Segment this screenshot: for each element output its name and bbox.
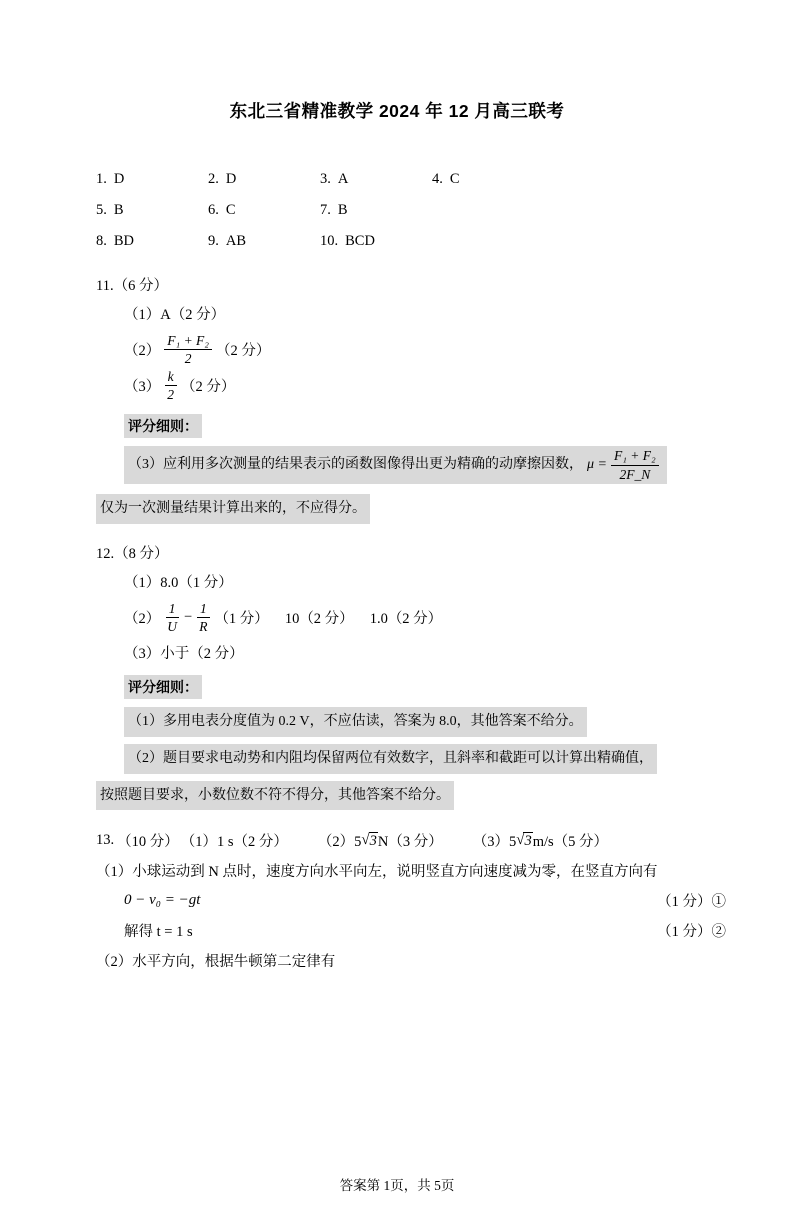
question-number: 6. <box>208 202 219 218</box>
objective-item <box>320 233 432 250</box>
question-number: 8. <box>96 233 107 249</box>
answer-value: BD <box>113 233 135 249</box>
question-12-part-1 <box>124 571 698 592</box>
objective-row <box>96 233 698 250</box>
objective-item <box>208 171 320 188</box>
question-12-header: 12.（8 分） <box>96 545 169 562</box>
answer-part-3-prefix: （3）5 <box>472 834 517 851</box>
sqrt-radicand: 3 <box>369 832 377 849</box>
fraction-denominator: 2 <box>184 351 192 367</box>
question-13-equation-1-row <box>124 890 726 911</box>
question-11-header: 11.（6 分） <box>96 278 168 294</box>
page-footer: 答案第 1页，共 5页 <box>339 1178 455 1193</box>
answer-part-2-suffix: N（3 分） <box>377 834 443 851</box>
equation-1-score: （1 分）① <box>657 894 726 911</box>
answer-value: AB <box>225 233 247 249</box>
solution-text: （2）水平方向，根据牛顿第二定律有 <box>96 954 336 971</box>
question-number: 9. <box>208 233 219 249</box>
question-number: 13. <box>96 832 115 849</box>
objective-item <box>432 171 544 188</box>
answer-value: A <box>337 171 349 187</box>
question-11-rubric-title-row <box>124 414 698 438</box>
mu-symbol: μ = <box>587 457 607 473</box>
equation-2-score: （1 分）② <box>657 924 726 941</box>
part-2-suffix: （2 分） <box>216 343 271 360</box>
fraction-denominator: 2F_N <box>619 466 651 482</box>
rubric-text-part: （3）应利用多次测量的结果表示的函数图像得出更为精确的动摩擦因数， <box>128 457 583 473</box>
fraction-denominator: R <box>199 618 208 634</box>
question-13-solution-line-2 <box>96 950 698 971</box>
question-12 <box>96 542 698 811</box>
answer-value: C <box>225 202 236 218</box>
minus-sign: − <box>184 608 193 625</box>
answer-part-2-prefix: （2）5 <box>317 834 362 851</box>
answer-part-3-suffix: m/s（5 分） <box>532 834 609 851</box>
question-11-rubric-line-2 <box>96 494 698 524</box>
formula-one-over-u <box>164 601 180 634</box>
question-13-solution-line-1 <box>96 860 698 881</box>
question-12-rubric-line-1 <box>124 707 698 737</box>
fraction-numerator: 1 <box>166 601 179 618</box>
question-number: 7. <box>320 202 331 218</box>
formula-f1-plus-f2-over-2 <box>164 333 212 366</box>
objective-item <box>320 171 432 188</box>
answer-value: B <box>337 202 348 218</box>
sqrt-radicand: 3 <box>524 832 532 849</box>
question-12-part-2 <box>124 601 698 634</box>
question-13-equation-2-row <box>124 920 726 941</box>
sqrt-icon: √ <box>361 832 370 849</box>
equation-1: 0 − v₀ = −gt <box>124 892 201 909</box>
rubric-text: （2）题目要求电动势和内阻均保留两位有效数字，且斜率和截距可以计算出精确值， <box>124 744 657 774</box>
fraction-numerator: F₁ + F₂ <box>164 333 212 350</box>
part-3-text: （3）小于（2 分） <box>124 645 244 662</box>
part-1-text: （1）8.0（1 分） <box>124 574 233 591</box>
question-score: （10 分） <box>117 834 179 851</box>
fraction-numerator: 1 <box>197 601 210 618</box>
objective-item <box>96 171 208 188</box>
question-11-rubric-line-1 <box>124 446 698 483</box>
question-13-header <box>96 830 698 851</box>
answer-value: D <box>225 171 237 187</box>
answer-value: D <box>113 171 125 187</box>
fraction-denominator: U <box>167 618 177 634</box>
fraction-numerator: F₁ + F₂ <box>611 448 659 465</box>
question-number: 5. <box>96 202 107 218</box>
part-2-score-1: （1 分） <box>214 610 269 627</box>
objective-row <box>96 171 698 188</box>
answer-value: BCD <box>345 233 375 249</box>
objective-answers <box>96 171 698 250</box>
part-1-text: （1）A（2 分） <box>124 307 226 323</box>
formula-k-over-2 <box>164 369 177 402</box>
rubric-text <box>124 446 667 483</box>
objective-item <box>96 233 208 250</box>
rubric-title: 评分细则： <box>124 414 202 438</box>
objective-item <box>208 233 320 250</box>
equation-2: 解得 t = 1 s <box>124 924 193 941</box>
question-12-rubric-title-row <box>124 675 698 699</box>
objective-row <box>96 202 698 219</box>
answer-part-1: （1）1 s（2 分） <box>180 834 288 851</box>
question-number: 3. <box>320 171 331 187</box>
question-11-part-3 <box>124 369 698 402</box>
fraction-denominator: 2 <box>167 387 174 403</box>
formula-mu-fraction <box>611 448 659 481</box>
answer-value: C <box>449 171 460 187</box>
question-12-part-3 <box>124 642 698 663</box>
question-11-part-1 <box>124 303 698 324</box>
answer-sheet-page <box>0 98 794 1221</box>
rubric-text: 仅为一次测量结果计算出来的，不应得分。 <box>96 494 370 524</box>
part-3-prefix: （3） <box>124 379 161 396</box>
question-number: 2. <box>208 171 219 187</box>
part-3-suffix: （2 分） <box>181 379 236 396</box>
solution-text: （1）小球运动到 N 点时，速度方向水平向左，说明竖直方向速度减为零，在竖直方向有 <box>96 864 658 881</box>
rubric-text: 按照题目要求，小数位数不符不得分，其他答案不给分。 <box>96 781 454 811</box>
part-2-value-2: 1.0（2 分） <box>369 610 443 627</box>
question-12-rubric-line-3 <box>96 781 698 811</box>
part-2-value-1: 10（2 分） <box>284 610 354 627</box>
question-number: 4. <box>432 171 443 187</box>
part-2-prefix: （2） <box>124 610 161 627</box>
objective-item <box>208 202 320 219</box>
question-number: 10. <box>320 233 339 249</box>
objective-item <box>320 202 432 219</box>
question-number: 1. <box>96 171 107 187</box>
question-11 <box>96 274 698 524</box>
answer-value: B <box>113 202 124 218</box>
formula-one-over-r <box>196 601 210 634</box>
rubric-title: 评分细则： <box>124 675 202 699</box>
rubric-text: （1）多用电表分度值为 0.2 V，不应估读，答案为 8.0，其他答案不给分。 <box>124 707 587 737</box>
page-title: 东北三省精准教学 2024 年 12 月高三联考 <box>229 101 565 121</box>
question-13 <box>96 830 726 971</box>
fraction-numerator: k <box>165 369 177 386</box>
objective-item <box>96 202 208 219</box>
question-12-rubric-line-2 <box>124 744 698 774</box>
question-11-part-2 <box>124 333 698 366</box>
sqrt-icon: √ <box>516 832 525 849</box>
part-2-prefix: （2） <box>124 343 161 360</box>
